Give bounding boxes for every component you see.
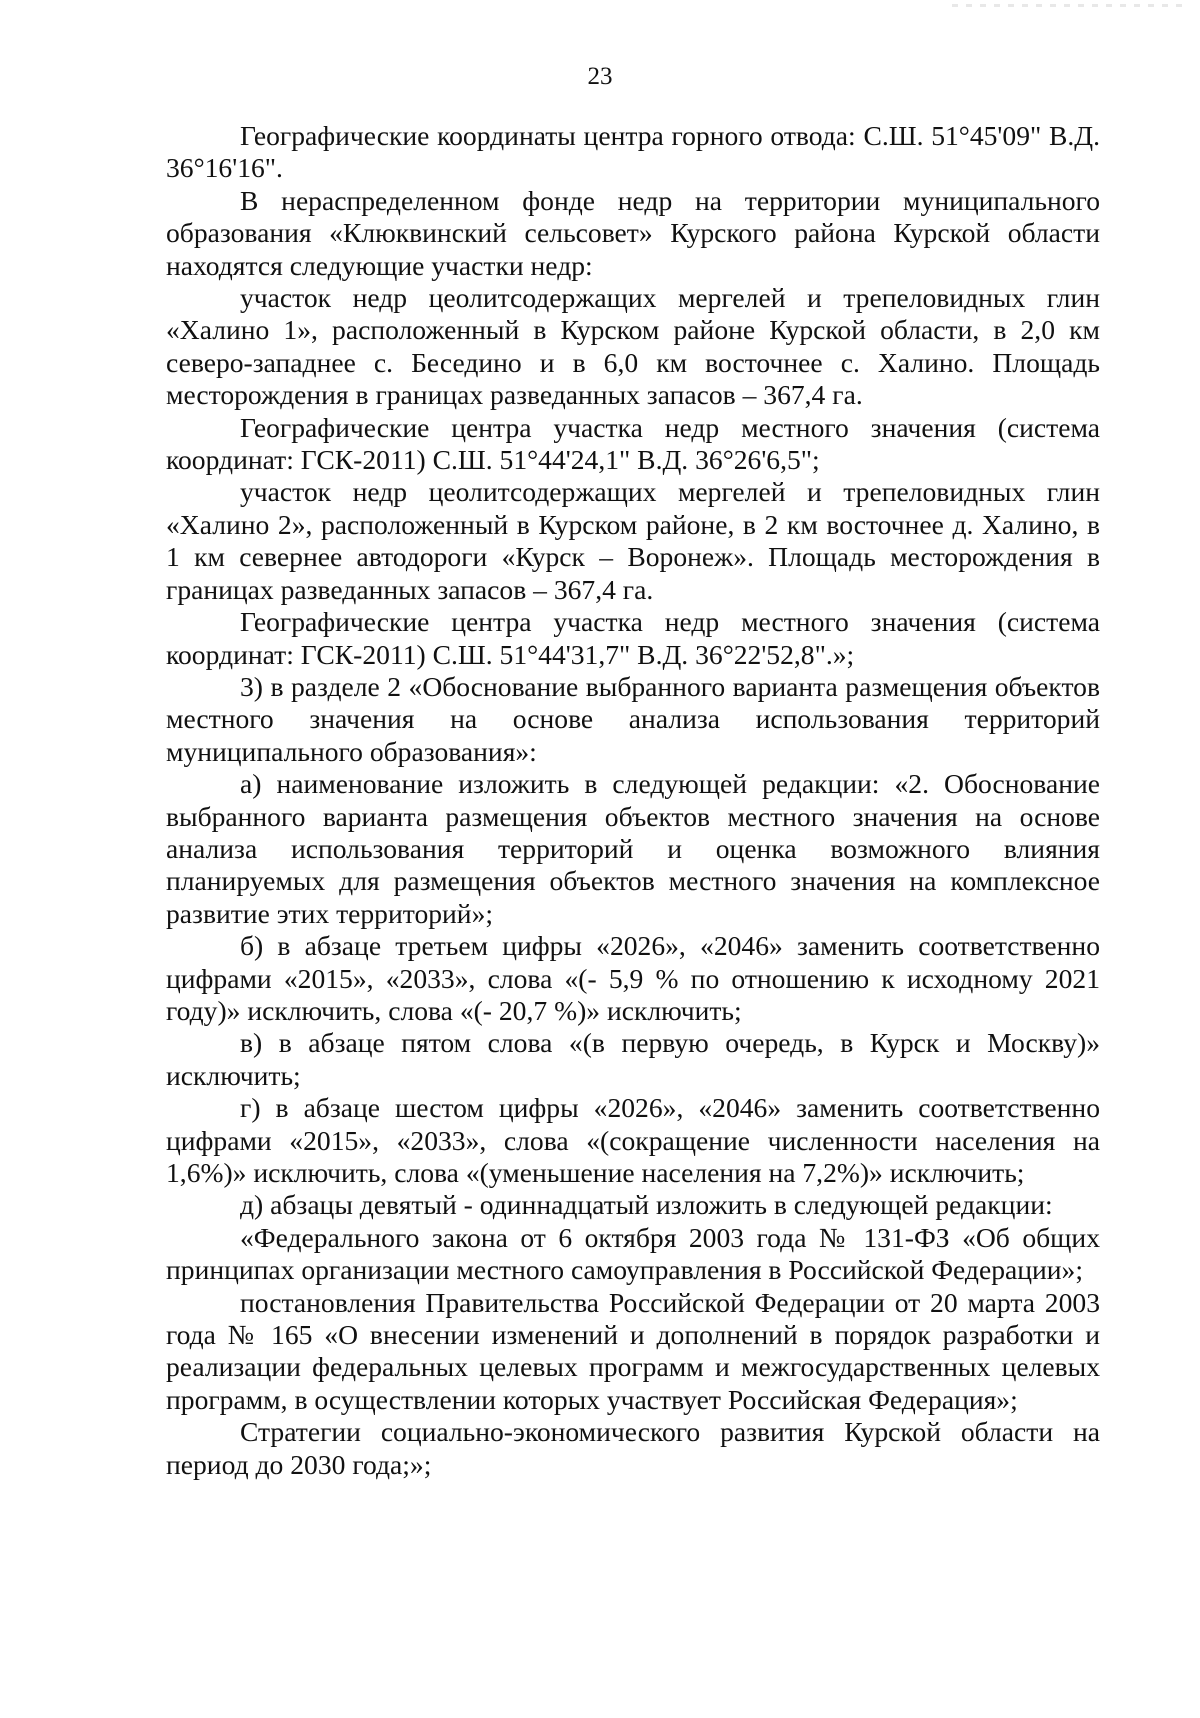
paragraph: участок недр цеолитсодержащих мергелей и трепеловидных глин «Халино 2», расположенный в Курском районе, в 2 км восточнее д. Халино, в 1 км севернее автодороги «Курск – Воронеж». Площадь месторождения в границах разведанных запасов – 367,4 га. (166, 476, 1100, 605)
paragraph: «Федерального закона от 6 октября 2003 года № 131-ФЗ «Об общих принципах организации местного самоуправления в Российской Федерации»; (166, 1221, 1100, 1286)
paragraph: Географические координаты центра горного отвода: С.Ш. 51°45'09" В.Д. 36°16'16". (166, 120, 1100, 184)
paragraph: 3) в разделе 2 «Обоснование выбранного варианта размещения объектов местного значения на основе анализа использования территорий муниципального образования»: (166, 670, 1100, 767)
page-number: 23 (587, 63, 613, 90)
document-body (166, 120, 1100, 1481)
paragraph: постановления Правительства Российской Федерации от 20 марта 2003 года № 165 «О внесении изменений и дополнений в порядок разработки и реализации федеральных целевых программ и межгосударственных целевых программ, в осуществлении которых участвует Российская Федерация»; (166, 1286, 1100, 1415)
paragraph: а) наименование изложить в следующей редакции: «2. Обоснование выбранного варианта размещения объектов местного значения на основе анализа использования территорий и оценка возможного влияния планируемых для размещения объектов местного значения на комплексное развитие этих территорий»; (166, 768, 1100, 929)
paragraph: д) абзацы девятый - одиннадцатый изложить в следующей редакции: (240, 1189, 1053, 1221)
paragraph: б) в абзаце третьем цифры «2026», «2046» заменить соответственно цифрами «2015», «2033», слова «(- 5,9 % по отношению к исходному 2021 году)» исключить, слова «(- 20,7 %)» исключить; (166, 930, 1100, 1026)
paragraph: участок недр цеолитсодержащих мергелей и трепеловидных глин «Халино 1», расположенный в Курском районе Курской области, в 2,0 км северо-западнее с. Беседино и в 6,0 км восточнее с. Халино. Площадь месторождения в границах разведанных запасов – 367,4 га. (166, 282, 1100, 411)
paragraph: Географические центра участка недр местного значения (система координат: ГСК-2011) С.Ш. 51°44'24,1" В.Д. 36°26'6,5"; (166, 411, 1100, 476)
paragraph: Географические центра участка недр местного значения (система координат: ГСК-2011) С.Ш. 51°44'31,7" В.Д. 36°22'52,8".»; (166, 606, 1100, 670)
paragraph: В нераспределенном фонде недр на территории муниципального образования «Клюквинский сельсовет» Курского района Курской области находятся следующие участки недр: (166, 184, 1100, 281)
paragraph: Стратегии социально-экономического развития Курской области на период до 2030 года;»; (166, 1416, 1100, 1480)
scan-artifact (952, 4, 1182, 7)
paragraph: в) в абзаце пятом слова «(в первую очередь, в Курск и Москву)» исключить; (166, 1027, 1100, 1091)
paragraph: г) в абзаце шестом цифры «2026», «2046» заменить соответственно цифрами «2015», «2033», слова «(сокращение численности населения на 1,6%)» исключить, слова «(уменьшение населения на 7,2%)» исключить; (166, 1092, 1100, 1188)
